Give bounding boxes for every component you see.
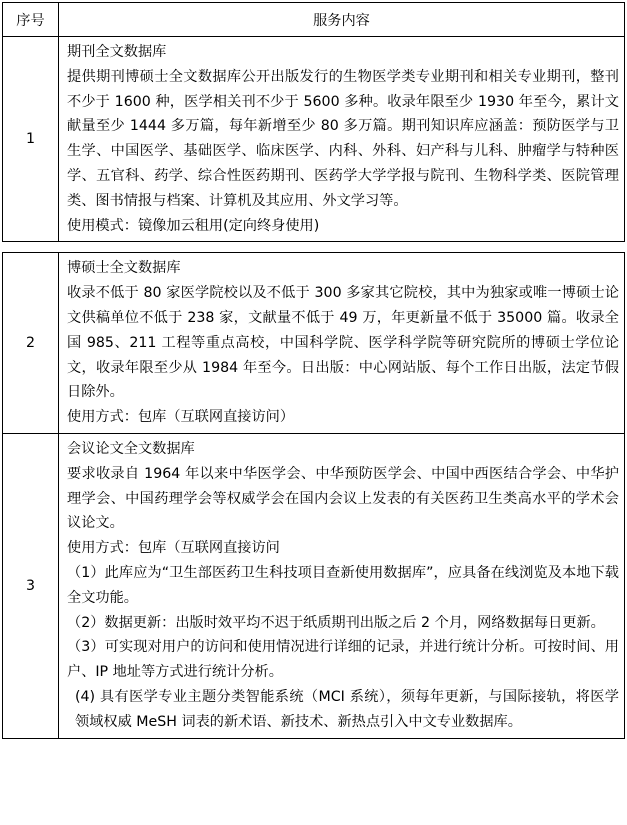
table-row (3, 433, 625, 738)
requirement-1: （1）此库应为“卫生部医药卫生科技项目查新使用数据库”，应具备在线浏览及本地下载全文功能。 (67, 564, 619, 606)
db-description: 要求收录自 1964 年以来中华医学会、中华预防医学会、中国中西医结合学会、中华护理学会、中国药理学会等权威学会在国内会议上发表的有关医药卫生类高水平的学术会议论文。 (67, 465, 619, 532)
db-title: 会议论文全文数据库 (67, 440, 195, 457)
requirement-4: (4) 具有医学专业主题分类智能系统（MCI 系统），须每年更新，与国际接轨，将医学领域权威 MeSH 词表的新术语、新技术、新热点引入中文专业数据库。 (75, 688, 619, 730)
row-num: 3 (3, 433, 59, 738)
requirement-2: （2）数据更新：出版时效平均不迟于纸质期刊出版之后 2 个月，网络数据每日更新。 (67, 614, 605, 631)
row-num: 2 (3, 253, 59, 434)
row-num: 1 (3, 37, 59, 242)
header-num: 序号 (3, 3, 59, 37)
db-title: 期刊全文数据库 (67, 44, 167, 60)
usage-mode: 使用方式：包库（互联网直接访问 (67, 540, 280, 557)
table-row (3, 253, 625, 434)
usage-mode: 使用模式：镜像加云租用(定向终身使用) (67, 217, 320, 234)
requirement-3: （3）可实现对用户的访问和使用情况进行详细的记录，并进行统计分析。可按时间、用户、IP 地址等方式进行统计分析。 (67, 639, 619, 681)
db-title: 博硕士全文数据库 (67, 260, 181, 277)
table-row (3, 37, 625, 242)
row-gap (3, 242, 625, 253)
usage-mode: 使用方式：包库（互联网直接访问） (67, 409, 295, 426)
service-table (2, 2, 625, 739)
db-description: 收录不低于 80 家医学院校以及不低于 300 多家其它院校，其中为独家或唯一博硕士论文供稿单位不低于 238 家，文献量不低于 49 万，年更新量不低于 35000 篇。收录全国 985、211 工程等重点高校，中国科学院、医学科学院等研究院所的博硕士学位论文，收录年限至少从 1984 年至今。日出版：中心网站版、每个工作日出版，法定节假日除外。 (67, 285, 619, 401)
table-header-row (3, 3, 625, 37)
header-content: 服务内容 (59, 3, 625, 37)
row-content (59, 253, 625, 434)
db-description: 提供期刊博硕士全文数据库公开出版发行的生物医学类专业期刊和相关专业期刊，整刊不少于 1600 种，医学相关刊不少于 5600 多种。收录年限至少 1930 年至今，累计文献量至少 1444 多万篇，每年新增至少 80 多万篇。期刊知识库应涵盖：预防医学与卫生学、中国医学、基础医学、临床医学、内科、外科、妇产科与儿科、肿瘤学与特种医学、五官科、药学、综合性医药期刊、医药学大学学报与院刊、生物科学类、医院管理类、图书情报与档案、计算机及其应用、外文学习等。 (67, 68, 619, 209)
row-content (59, 433, 625, 738)
row-content (59, 37, 625, 242)
